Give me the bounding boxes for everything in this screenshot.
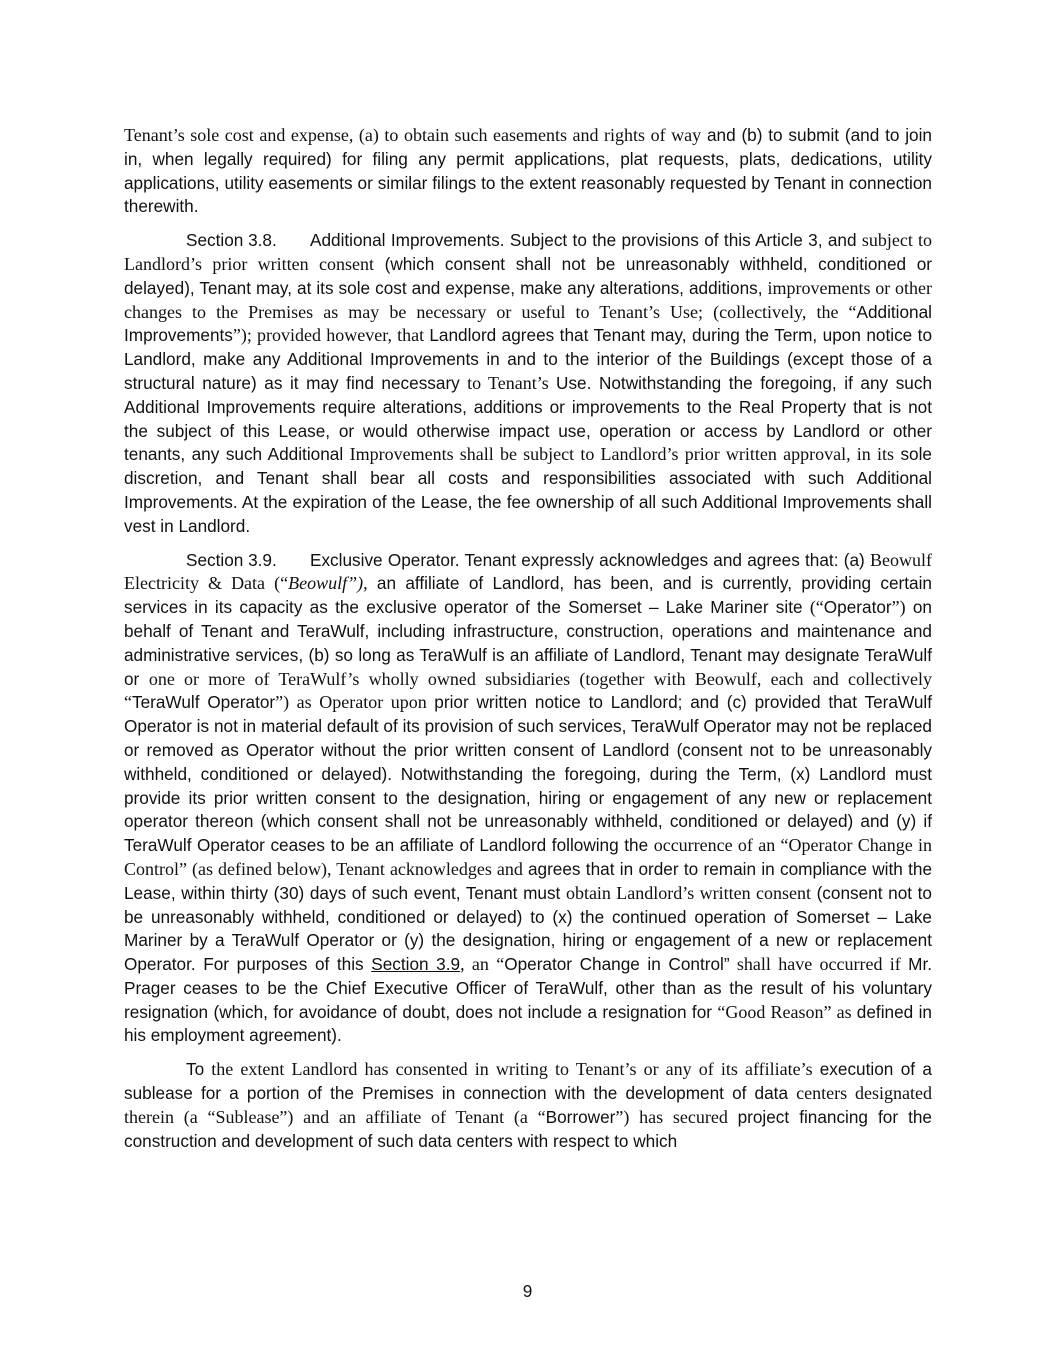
document-body bbox=[124, 124, 932, 1163]
section-heading: Exclusive Operator. bbox=[310, 549, 460, 570]
text-run: ” bbox=[723, 954, 730, 975]
text-run: Landlord agrees that Tenant may, during the Term, upon notice to Landlord, make any Additional Improvements in and to the interior of the Buildings (except those of a structural nature) as it may find necessary bbox=[124, 325, 933, 393]
text-run: ”) bbox=[891, 597, 906, 618]
text-run: prior written notice to Landlord; and (c) provided that TeraWulf Operator is not in material default of its provision of such services, TeraWulf Operator may not be replaced or removed as Operator without the prior written consent of Landlord (consent not to be unreasonably withheld, conditioned or delayed). Notwithstanding the foregoing, during the Term, (x) Landlord must provide its prior written consent to the designation, hiring or engagement of any new or replacement operator thereon (which consent shall not be unreasonably withheld, conditioned or delayed) and (y) if TeraWulf Operator ceases to be an affiliate of Landlord following the bbox=[124, 692, 933, 856]
section-number: Section 3.9. bbox=[186, 549, 277, 570]
paragraph-continuation bbox=[124, 124, 932, 219]
text-run: , an “ bbox=[460, 954, 505, 975]
text-run: an affiliate of Landlord, has been, and is currently, providing certain services in its capacity as the exclusive operator of the Somerset – Lake Mariner site bbox=[124, 573, 932, 618]
text-run: Tenant’s sole cost and expense, (a) to obtain such easements and rights of way bbox=[124, 125, 702, 145]
defined-term: TeraWulf Operator bbox=[132, 692, 276, 713]
text-run: shall have occurred if bbox=[729, 954, 909, 975]
text-run: and (b) to submit (and to join in, when legally required) for filing any permit applications, plat requests, plats, dedications, utility applications, utility easements or similar filings to the extent reasonably requested by Tenant in connection therewith. bbox=[124, 125, 932, 217]
text-run: Use. Notwithstanding the foregoing, if any such Additional Improvements require alterations, additions or improvements to the Real Property that is not the subject of this Lease, or would otherwise impact use, operation or access by Landlord or other tenants, any such Additional bbox=[124, 372, 932, 465]
text-run: ”) has secured bbox=[615, 1106, 738, 1127]
defined-term: Beowulf”), bbox=[288, 573, 368, 594]
text-run: subject to Landlord’s prior written consent bbox=[124, 230, 932, 274]
text-run: Subject to the provisions of this Article 3, and bbox=[504, 230, 862, 251]
text-run: (“ bbox=[809, 597, 824, 618]
defined-term: Operator Change in Control bbox=[504, 954, 724, 975]
text-run: obtain Landlord’s written consent bbox=[565, 882, 811, 903]
text-run: Improvements shall be subject to Landlord’s prior written approval, in its bbox=[349, 444, 894, 465]
text-run: agrees that in order to remain in compliance with the Lease, within thirty (30) days of such event, Tenant must bbox=[124, 858, 933, 903]
text-run: (consent not to be unreasonably withheld, conditioned or delayed) to (x) the continued operation of Somerset – Lake Mariner by a TeraWulf Operator or (y) the designation, hiring or engagement of a new or replacement Operator. For purposes of this bbox=[124, 882, 932, 975]
page-number: 9 bbox=[522, 1281, 533, 1301]
defined-term: Additional Improvements bbox=[124, 301, 932, 346]
text-run: one or more of TeraWulf’s wholly owned subsidiaries (together with Beowulf, each and collectively “ bbox=[124, 668, 933, 713]
text-run: Beowulf Electricity & Data (“ bbox=[124, 549, 932, 594]
text-run: (which consent shall not be unreasonably withheld, conditioned or delayed), Tenant may, at its sole cost and expense, make any alterations, additions, bbox=[124, 253, 933, 298]
section-heading: Additional Improvements. bbox=[310, 230, 505, 251]
text-run: execution of a sublease for a portion of the Premises in connection with the development of data bbox=[124, 1059, 932, 1104]
text-run: defined in his employment agreement). bbox=[124, 1001, 932, 1046]
section-3-8 bbox=[124, 229, 932, 538]
section-reference-link[interactable]: Section 3.9 bbox=[371, 954, 461, 975]
text-run: centers designated therein (a “Sublease”) and an affiliate of Tenant (a “ bbox=[124, 1083, 932, 1127]
text-run: Tenant expressly acknowledges and agrees that: (a) bbox=[459, 549, 870, 570]
defined-term: Operator bbox=[823, 597, 892, 618]
text-run: improvements or other changes to the Premises as may be necessary or useful to Tenant’s Use; (collectively, the “ bbox=[124, 277, 932, 322]
defined-term: Borrower bbox=[545, 1106, 616, 1127]
text-run: project financing for the construction and development of such data centers with respect to which bbox=[124, 1106, 932, 1151]
text-run: occurrence of an “Operator Change in Control” (as defined below), Tenant acknowledges and bbox=[124, 835, 933, 879]
text-run: sole discretion, and Tenant shall bear all costs and responsibilities associated with such Additional Improvements. At the expiration of the Lease, the fee ownership of all such Additional Improvements shall vest in Landlord. bbox=[124, 444, 932, 536]
text-run: To bbox=[186, 1059, 205, 1080]
text-run: Mr. Prager ceases to be the Chief Executive Officer of TeraWulf, other than as the result of his voluntary resignation (which, for avoidance of doubt, does not include a resignation for bbox=[124, 954, 932, 1022]
section-3-9 bbox=[124, 549, 932, 1049]
text-run: the extent Landlord has consented in writing to Tenant’s or any of its affiliate’s bbox=[204, 1059, 820, 1080]
text-run: ”) as Operator upon bbox=[275, 692, 435, 713]
text-run: “Good Reason” as bbox=[717, 1001, 857, 1022]
section-number: Section 3.8. bbox=[186, 230, 277, 251]
paragraph-sublease bbox=[124, 1058, 932, 1153]
text-run: on behalf of Tenant and TeraWulf, including infrastructure, construction, operations and maintenance and administrative services, (b) so long as TeraWulf is an affiliate of Landlord, Tenant may designate TeraWulf or bbox=[124, 597, 932, 689]
text-run: ”); provided however, that bbox=[232, 325, 430, 346]
text-run: to Tenant’s bbox=[459, 372, 557, 393]
